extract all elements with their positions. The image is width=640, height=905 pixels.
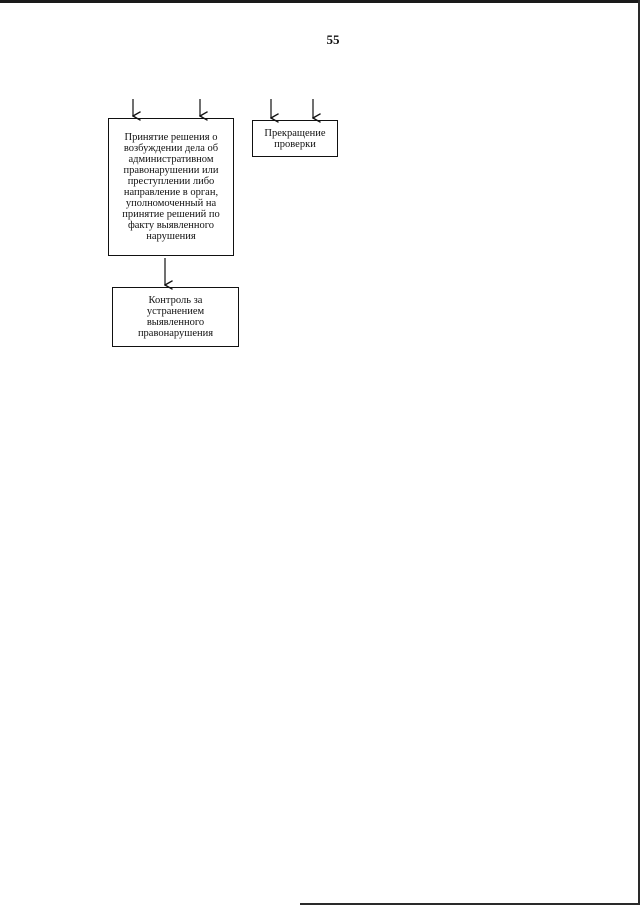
node-stop-check-box: Прекращение проверки [252,120,338,157]
node-control-box: Контроль за устранением выявленного правонарушения [112,287,239,347]
scan-edge-top [0,0,640,3]
page-number: 55 [326,32,340,47]
node-decision-box: Принятие решения о возбуждении дела об административном правонарушении или преступлении либо направление в орган, уполномоченный на принятие решений по факту выявленного нарушения [108,118,234,256]
